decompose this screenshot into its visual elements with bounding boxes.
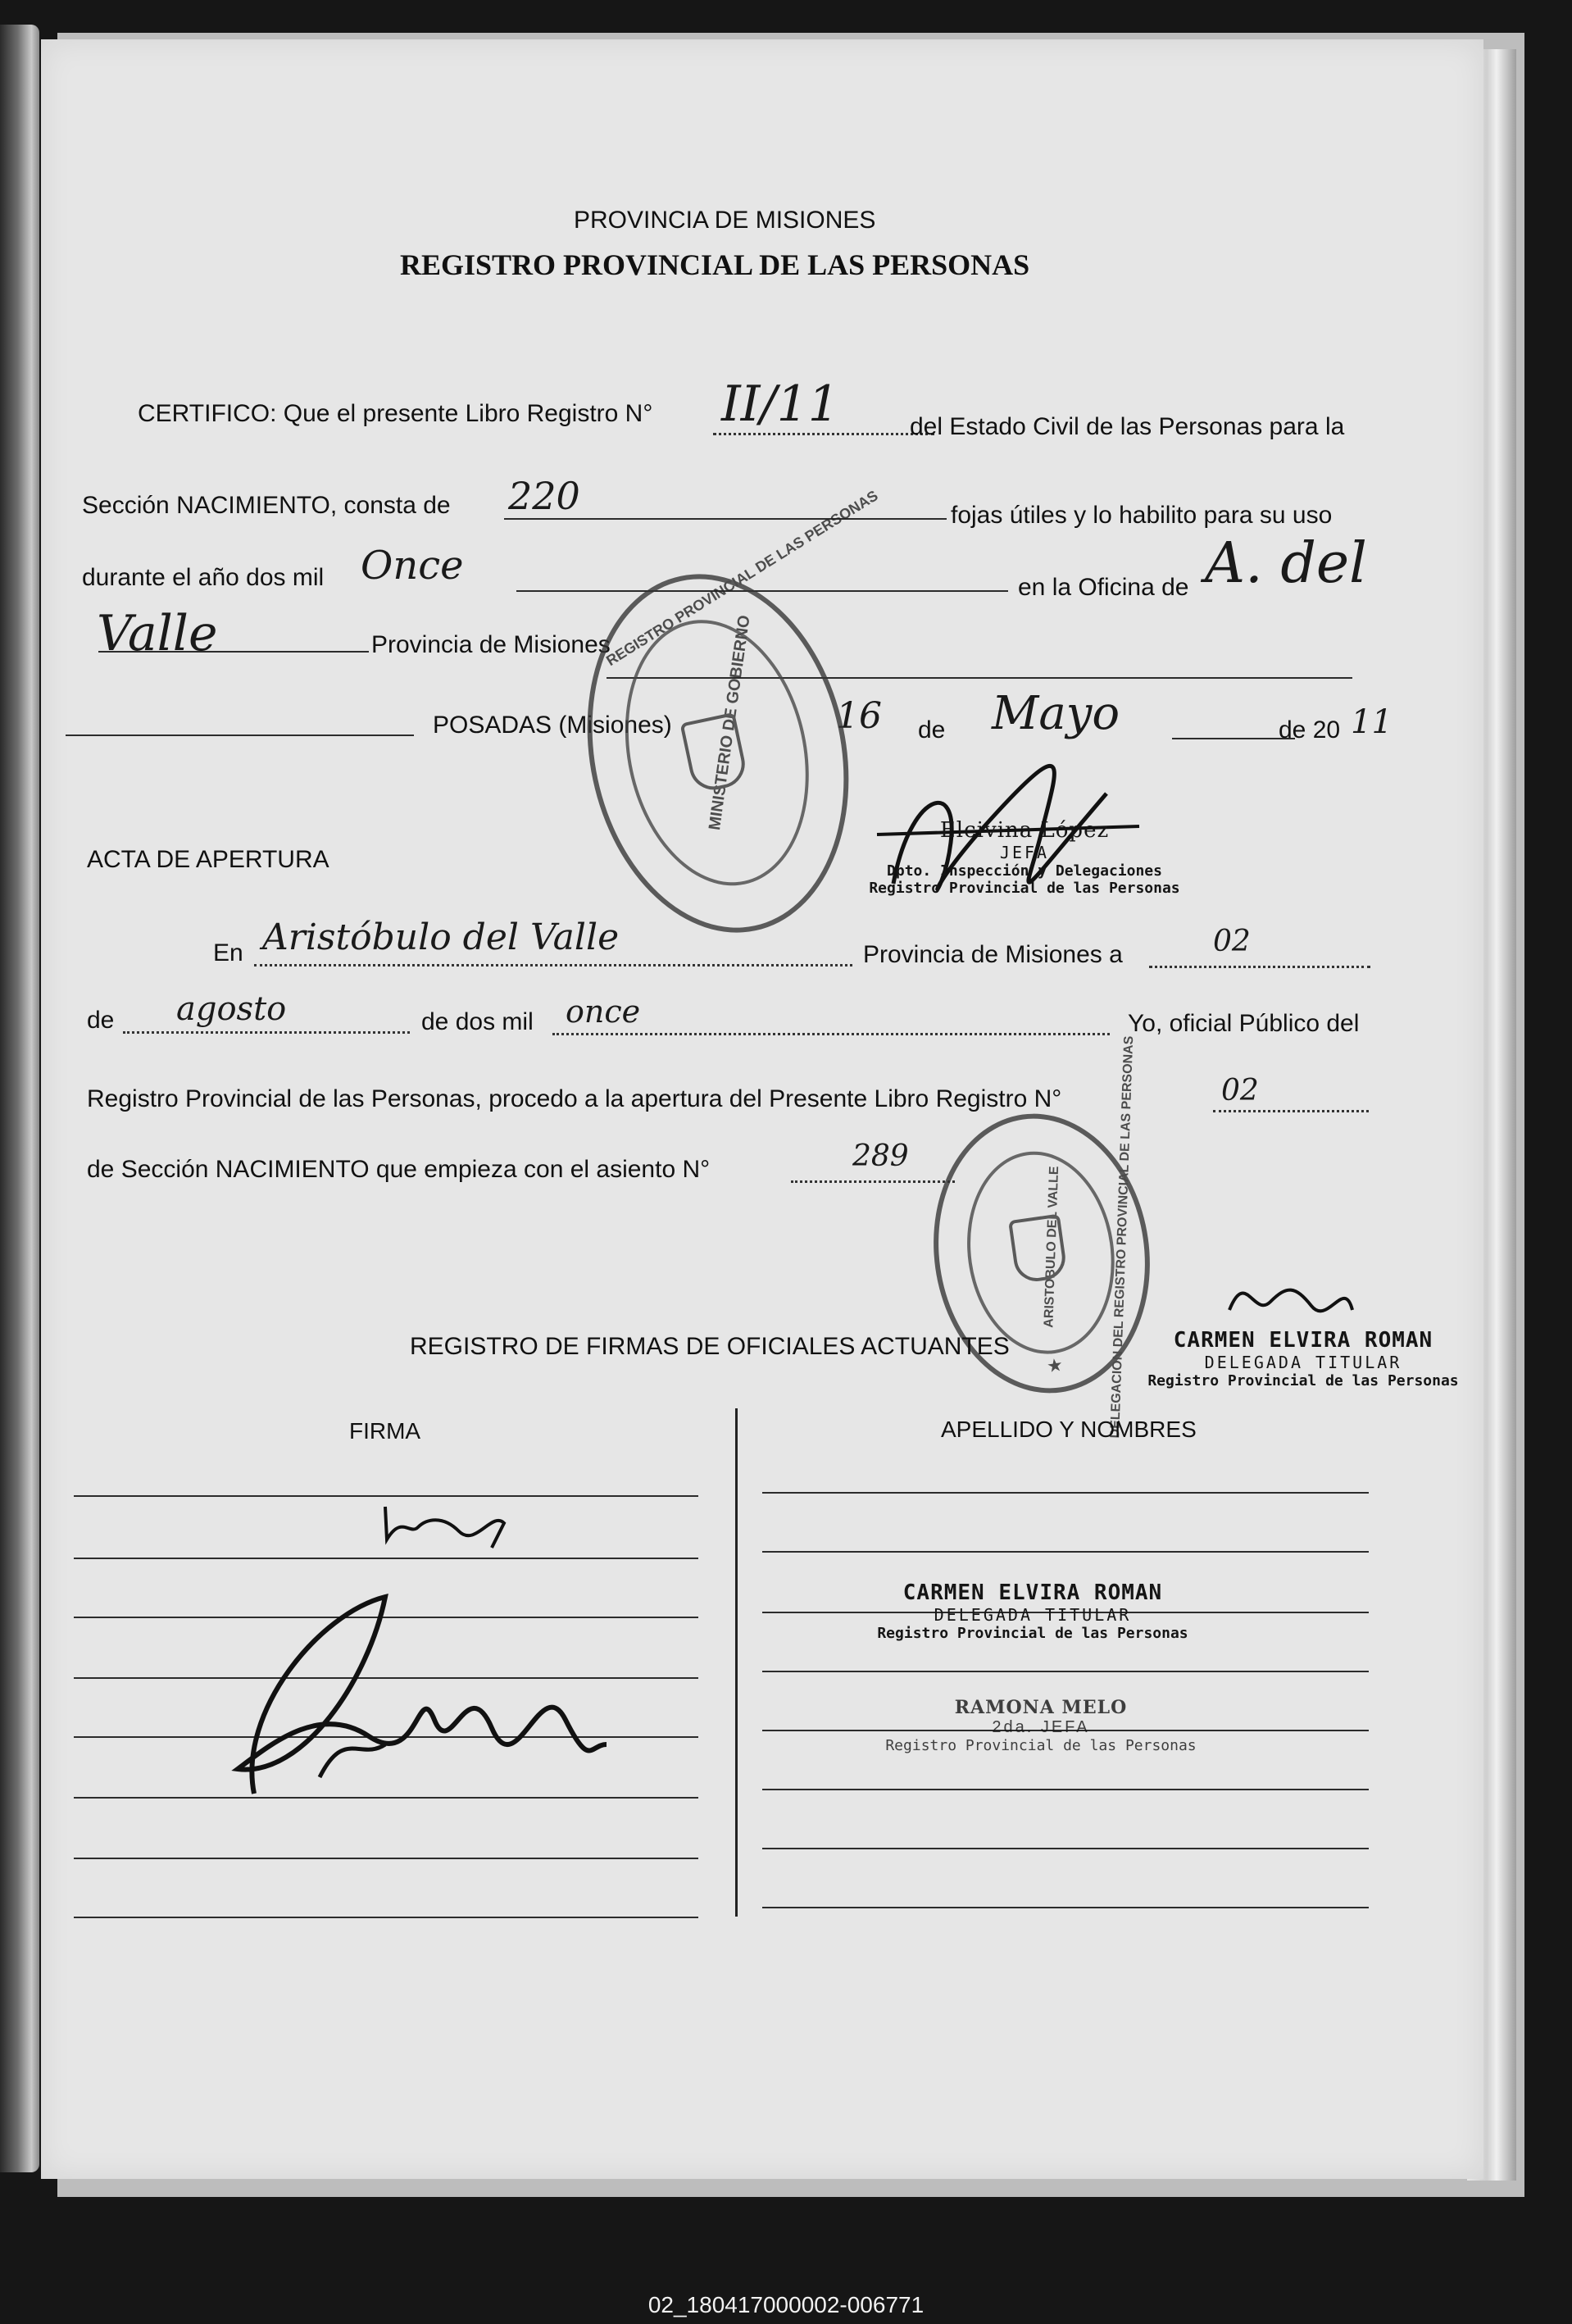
binder-spine: [0, 25, 39, 2172]
certifico-line3-b: en la Oficina de: [1018, 574, 1189, 601]
ministerio-seal: [555, 487, 881, 957]
nombre-row-line: [762, 1848, 1369, 1849]
dotted-fill: [1213, 1110, 1369, 1112]
month-handwritten-acta: agosto: [176, 990, 287, 1028]
delegada-stamp: CARMEN ELVIRA ROMAN DELEGADA TITULAR Registro Provincial de las Personas: [1147, 1328, 1459, 1389]
dotted-fill: [791, 1180, 955, 1183]
registry-title: REGISTRO PROVINCIAL DE LAS PERSONAS: [400, 248, 1030, 281]
acta-line3: Registro Provincial de las Personas, procedo a la apertura del Presente Libro Registro N°: [87, 1085, 1062, 1112]
nombre-row-line: [762, 1789, 1369, 1790]
certifico-posadas: POSADAS (Misiones): [433, 712, 672, 739]
acta-heading: ACTA DE APERTURA: [87, 846, 329, 873]
fill-line: [504, 518, 947, 520]
fill-line: [66, 734, 414, 736]
dotted-fill: [552, 1033, 1110, 1035]
acta-line2-b: de dos mil: [421, 1008, 534, 1035]
acta-line1-b: Provincia de Misiones a: [863, 941, 1123, 968]
signature-2: [205, 1580, 631, 1843]
day-handwritten-acta: 02: [1213, 925, 1251, 958]
year-handwritten: Once: [361, 543, 464, 589]
libro-number-handwritten: II/11: [721, 375, 839, 433]
month-handwritten: Mayo: [992, 687, 1120, 740]
fojas-handwritten: 220: [508, 474, 580, 518]
fill-line: [516, 590, 1008, 592]
province-title: PROVINCIA DE MISIONES: [574, 207, 876, 234]
year-suffix-handwritten: 11: [1351, 703, 1393, 741]
seal-outer-text: DELEGACION DEL REGISTRO PROVINCIAL DE LAS PERSONAS: [1108, 1035, 1137, 1439]
asiento-handwritten: 289: [852, 1139, 909, 1173]
col-nombres-header: APELLIDO Y NOMBRES: [941, 1417, 1197, 1442]
jefa-stamp: Elcivina López JEFA Dpto. Inspección y Delegaciones Registro Provincial de las Personas: [869, 818, 1180, 897]
certifico-year-prefix: de 20: [1279, 716, 1341, 744]
oficina-handwritten-cont: Valle: [97, 605, 218, 662]
nombre-row-line: [762, 1551, 1369, 1553]
acta-en: En: [213, 939, 243, 966]
year-handwritten-acta: once: [566, 994, 641, 1030]
nombre-row-line: [762, 1492, 1369, 1494]
signature-scrawl: [1221, 1261, 1369, 1335]
certifico-line3-a: durante el año dos mil: [82, 564, 325, 591]
seal-inner-text: MINISTERIO DE GOBIERNO: [705, 614, 754, 832]
certifico-de: de: [918, 716, 946, 744]
dotted-fill: [1149, 966, 1370, 968]
firma-row-line: [74, 1858, 698, 1859]
day-handwritten: 16: [836, 695, 882, 737]
star-icon: ★: [1045, 1353, 1065, 1377]
dotted-fill: [713, 433, 934, 435]
certifico-line2-a: Sección NACIMIENTO, consta de: [82, 492, 451, 519]
signature-1: [369, 1490, 533, 1556]
firma-row-line: [74, 1917, 698, 1918]
image-caption: 02_180417000002-006771: [647, 2292, 925, 2317]
firma-row-line: [74, 1558, 698, 1559]
acta-line4: de Sección NACIMIENTO que empieza con el asiento N°: [87, 1156, 711, 1183]
firma-entry-2: RAMONA MELO 2da. JEFA Registro Provincial de las Personas: [885, 1697, 1197, 1754]
firma-entry-1: CARMEN ELVIRA ROMAN DELEGADA TITULAR Registro Provincial de las Personas: [877, 1580, 1188, 1642]
place-handwritten: Aristóbulo del Valle: [262, 916, 620, 958]
oficina-handwritten: A. del: [1205, 531, 1367, 596]
document-page: [41, 39, 1483, 2179]
certifico-line2-b: fojas útiles y lo habilito para su uso: [951, 502, 1333, 529]
nombre-row-line: [762, 1907, 1369, 1908]
fill-line: [1172, 738, 1295, 739]
registro-number-handwritten: 02: [1221, 1074, 1259, 1107]
column-divider: [735, 1408, 738, 1917]
dotted-fill: [254, 964, 852, 966]
certifico-line1-a: CERTIFICO: Que el presente Libro Registro N°: [138, 400, 653, 427]
nombre-row-line: [762, 1671, 1369, 1672]
seal-outer-text: REGISTRO PROVINCIAL DE LAS PERSONAS: [603, 487, 881, 670]
acta-de: de: [87, 1007, 115, 1034]
certifico-line1-b: del Estado Civil de las Personas para la: [910, 413, 1345, 440]
certifico-line4-b: Provincia de Misiones: [371, 631, 611, 658]
dotted-fill: [123, 1031, 410, 1034]
seal-inner-text: ARISTOBULO DEL VALLE: [1042, 1166, 1062, 1329]
col-firma-header: FIRMA: [349, 1418, 421, 1444]
acta-line2-c: Yo, oficial Público del: [1128, 1010, 1360, 1037]
firmas-heading: REGISTRO DE FIRMAS DE OFICIALES ACTUANTES: [410, 1333, 1010, 1360]
fill-line: [98, 651, 369, 653]
